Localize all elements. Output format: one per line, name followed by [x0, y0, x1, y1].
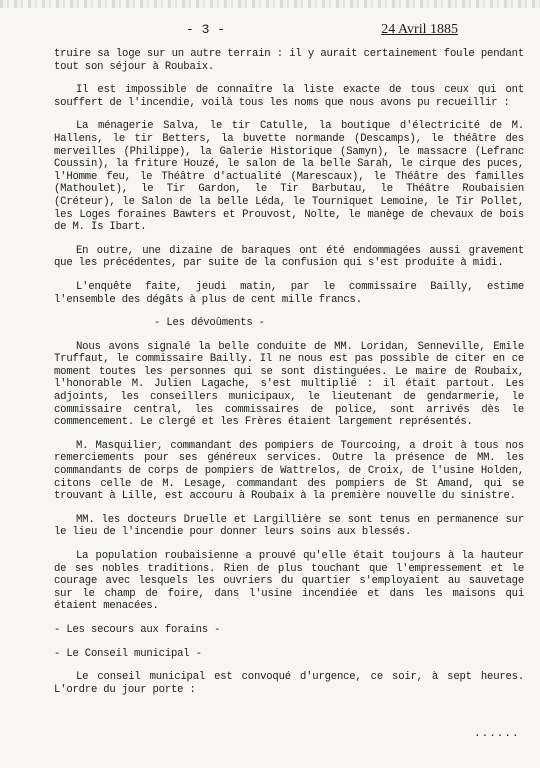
paragraph-conduct: Nous avons signalé la belle conduite de MM. Loridan, Senneville, Emile Truffaut, le commissaire Bailly. Il ne nous est pas possible de citer en ce moment toutes les personnes qui se sont distinguées. Le maire de Roubaix, l'honorable M. Julien Lagache, s'est multiplié : il était partout. Les adjoints, les conseillers municipaux, le lieutenant de gendarmerie, le commissaire central, les commissaires de police, sont arrivés dès le commencement. Le clergé et les Frères étaient largement représentés.: [54, 340, 524, 429]
continuation-dots: ......: [474, 728, 520, 740]
section-heading-devouements: - Les dévoûments -: [154, 317, 265, 330]
paragraph-victims-list: La ménagerie Salva, le tir Catulle, la boutique d'électricité de M. Hallens, le tir Betters, la buvette normande (Descamps), le théâtre des merveilles (Philippe), la Galerie Historique (Samyn), le massacre (Lefranc Coussin), la friture Houzé, le salon de la belle Sarah, le cirque des puces, l'Homme feu, le Théâtre d'actualité (Marescaux), le Théâtre des familles (Mathoulet), le Tir Gardon, le Tir Barbutau, le Théâtre Roubaisien (Créteur), le Salon de la belle Léda, le Tourniquet Lemoine, le Tir Pollet, les Loges foraines Bawters et Prouvost, Nolte, le manège de chevaux de bois de M. Is Ibart.: [54, 120, 524, 234]
paragraph-doctors: MM. les docteurs Druelle et Largillière se sont tenus en permanence sur le lieu de l'incendie pour donner leurs soins aux blessés.: [54, 513, 524, 539]
scan-edge-artifact: [0, 0, 540, 8]
paragraph-inquiry: L'enquête faite, jeudi matin, par le commissaire Bailly, estime l'ensemble des dégâts à plus de cent mille francs.: [54, 280, 524, 306]
paragraph-council: Le conseil municipal est convoqué d'urgence, ce soir, à sept heures. L'ordre du jour porte :: [54, 671, 524, 696]
page-number: - 3 -: [186, 22, 226, 37]
article-body: [54, 48, 524, 707]
section-heading-conseil: - Le Conseil municipal -: [54, 647, 202, 660]
paragraph-damaged-booths: En outre, une dizaine de baraques ont été endommagées aussi gravement que les précédentes, par suite de la confusion qui s'est produite à midi.: [54, 244, 524, 270]
paragraph-victims-intro: Il est impossible de connaître la liste exacte de tous ceux qui ont souffert de l'incendie, voilà tous les noms que nous avons pu recueillir :: [54, 84, 524, 109]
section-heading-secours: - Les secours aux forains -: [54, 623, 221, 636]
paragraph-population: La population roubaisienne a prouvé qu'elle était toujours à la hauteur de ses nobles traditions. Rien de plus touchant que l'empressement et le courage avec lesquels les ouvriers du quartier s'employaient au sauvetage sur le champ de foire, dans l'usine incendiée et dans les maisons qui étaient menacées.: [54, 550, 524, 613]
page-header: [0, 22, 540, 42]
header-date: 24 Avril 1885: [381, 22, 458, 37]
paragraph-pompiers: M. Masquilier, commandant des pompiers de Tourcoing, a droit à tous nos remerciements pour ses généreux services. Outre la présence de MM. les commandants de corps de pompiers de Wattrelos, de Croix, de l'usine Holden, citons celle de M. Lesage, commandant des pompiers de St Amand, qui se trouvant à Lille, est accouru à Roubaix à la première nouvelle du sinistre.: [54, 439, 524, 503]
paragraph-continuation: truire sa loge sur un autre terrain : il y aurait certainement foule pendant tout son séjour à Roubaix.: [54, 48, 524, 73]
